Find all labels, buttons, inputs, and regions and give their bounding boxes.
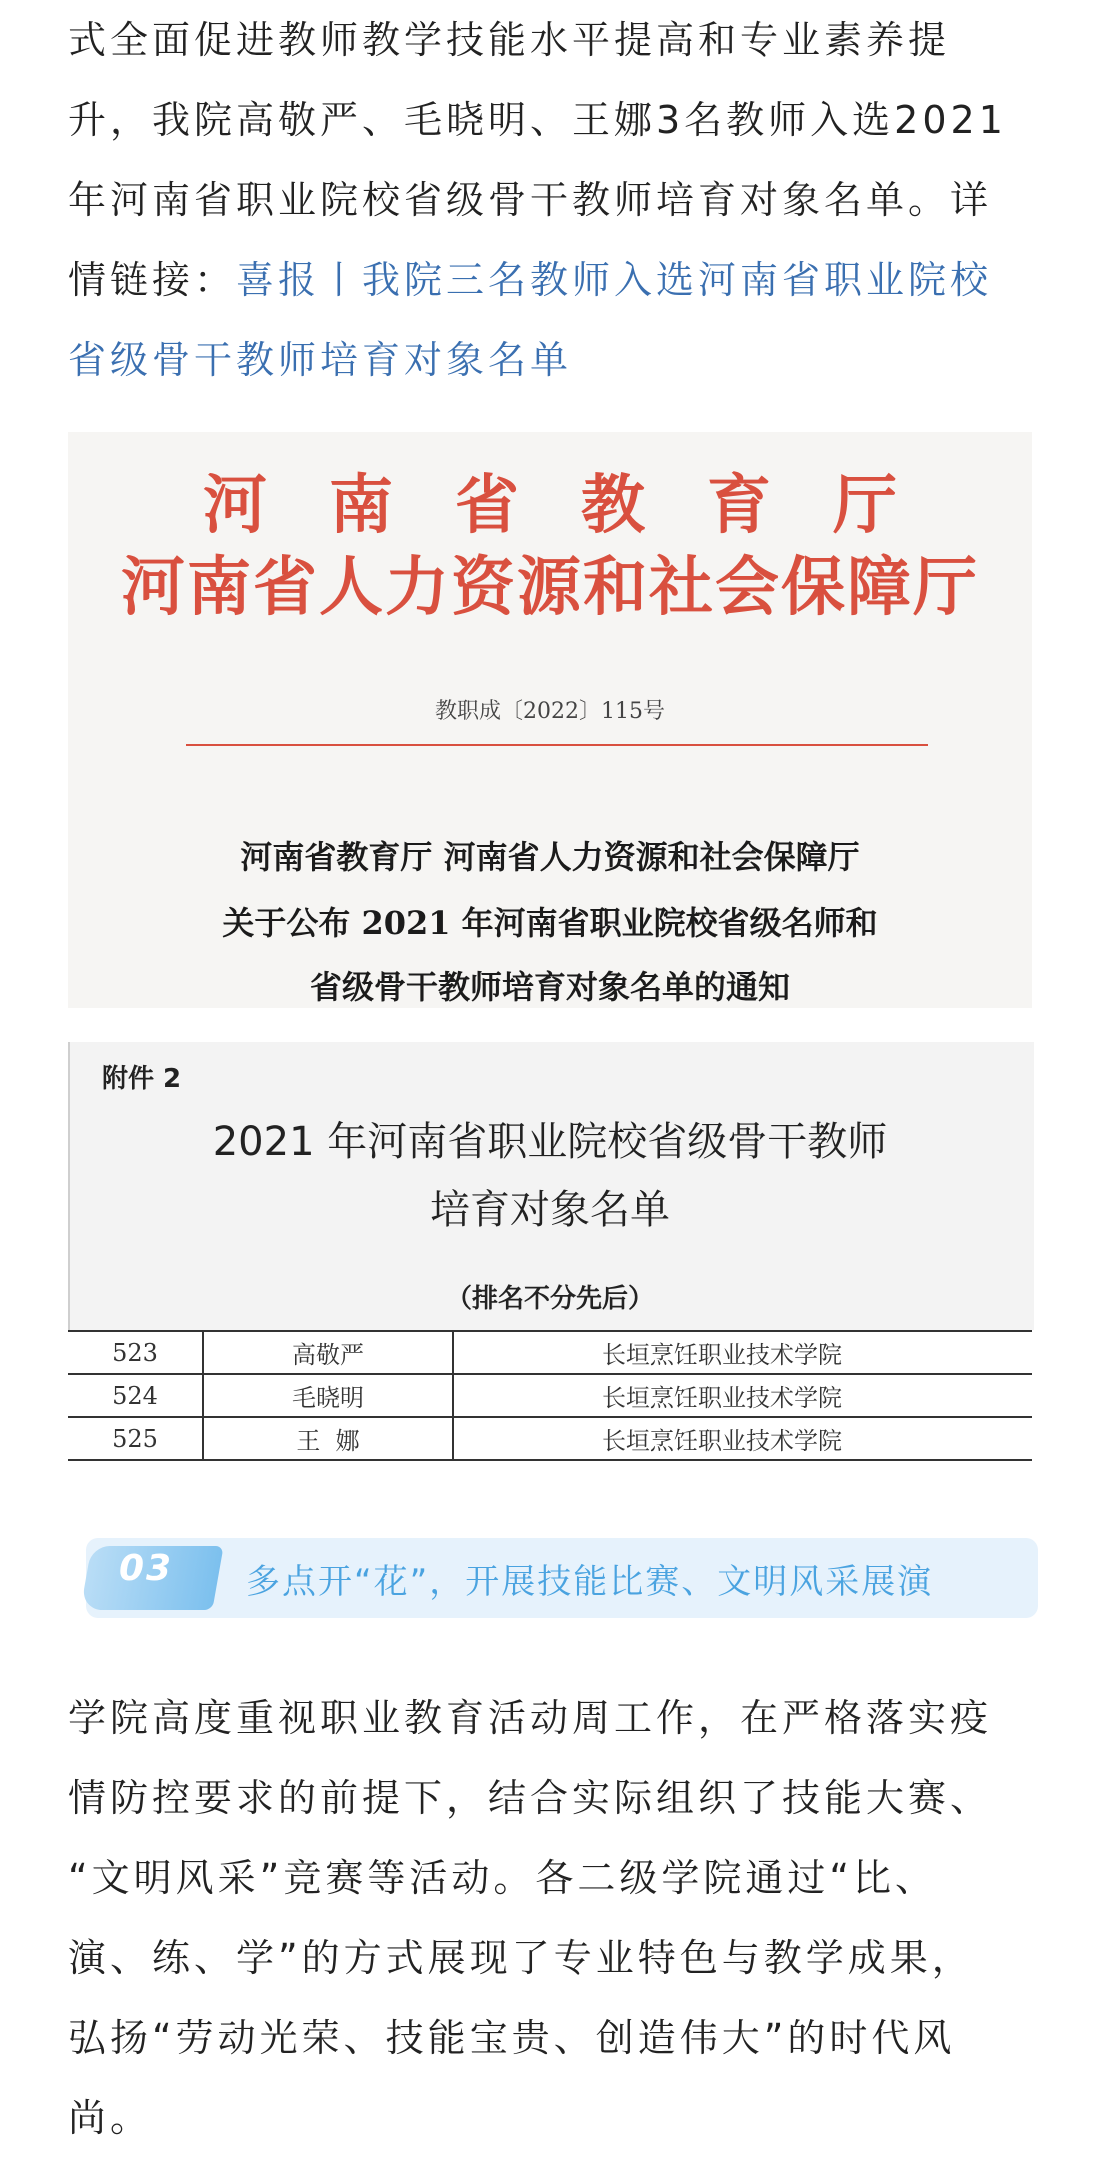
row-number: 525	[68, 1417, 203, 1460]
body-line: 学院高度重视职业教育活动周工作，在严格落实疫	[68, 1696, 993, 1740]
notice-document-image	[68, 432, 1032, 1008]
notice-title-line: 省级骨干教师培育对象名单的通知	[309, 968, 790, 1006]
section-title: 多点开“花”，开展技能比赛、文明风采展演	[246, 1562, 934, 1602]
intro-link-continued	[68, 320, 1032, 400]
red-divider	[186, 744, 928, 746]
attachment-label: 附件 2	[102, 1064, 182, 1094]
issuer-education-dept: 河南省教育厅	[203, 468, 959, 543]
intro-detail-line	[68, 240, 1032, 320]
school-name: 长垣烹饪职业技术学院	[453, 1374, 1032, 1417]
section-number: 03	[118, 1548, 174, 1589]
news-link-continued[interactable]: 省级骨干教师培育对象名单	[68, 338, 573, 382]
body-line: 演、练、学”的方式展现了专业特色与教学成果，	[68, 1936, 974, 1980]
order-note: （排名不分先后）	[445, 1284, 654, 1314]
intro-paragraph	[68, 0, 1032, 400]
notice-title-line: 河南省教育厅 河南省人力资源和社会保障厅	[240, 838, 860, 876]
issuer-hr-dept: 河南省人力资源和社会保障厅	[121, 550, 979, 625]
row-number: 523	[68, 1331, 203, 1374]
body-line: 情防控要求的前提下，结合实际组织了技能大赛、	[68, 1776, 993, 1820]
teacher-name: 王 娜	[203, 1417, 453, 1460]
attachment-list-image	[68, 1042, 1032, 1462]
teacher-table	[68, 1330, 1032, 1461]
body-paragraph	[68, 1678, 1032, 2158]
section-banner	[86, 1538, 1038, 1618]
row-number: 524	[68, 1374, 203, 1417]
intro-line: 年河南省职业院校省级骨干教师培育对象名单。详	[68, 178, 993, 222]
detail-prefix: 情链接：	[68, 258, 237, 302]
table-row	[68, 1417, 1032, 1460]
table-row	[68, 1374, 1032, 1417]
list-heading-line: 2021 年河南省职业院校省级骨干教师	[212, 1119, 888, 1165]
table-row	[68, 1331, 1032, 1374]
teacher-name: 高敬严	[203, 1331, 453, 1374]
school-name: 长垣烹饪职业技术学院	[453, 1331, 1032, 1374]
body-line: 尚。	[68, 2096, 153, 2140]
intro-line: 升，我院高敬严、毛晓明、王娜3名教师入选2021	[68, 98, 1007, 142]
document-number: 教职成〔2022〕115号	[435, 699, 665, 724]
body-line: “文明风采”竞赛等活动。各二级学院通过“比、	[68, 1856, 938, 1900]
body-line: 弘扬“劳动光荣、技能宝贵、创造伟大”的时代风	[68, 2016, 956, 2060]
teacher-name: 毛晓明	[203, 1374, 453, 1417]
list-heading-line: 培育对象名单	[430, 1187, 670, 1233]
notice-title-line: 关于公布 2021 年河南省职业院校省级名师和	[222, 904, 878, 942]
intro-line: 式全面促进教师教学技能水平提高和专业素养提	[68, 18, 951, 62]
news-link[interactable]: 喜报丨我院三名教师入选河南省职业院校	[236, 258, 993, 302]
school-name: 长垣烹饪职业技术学院	[453, 1417, 1032, 1460]
